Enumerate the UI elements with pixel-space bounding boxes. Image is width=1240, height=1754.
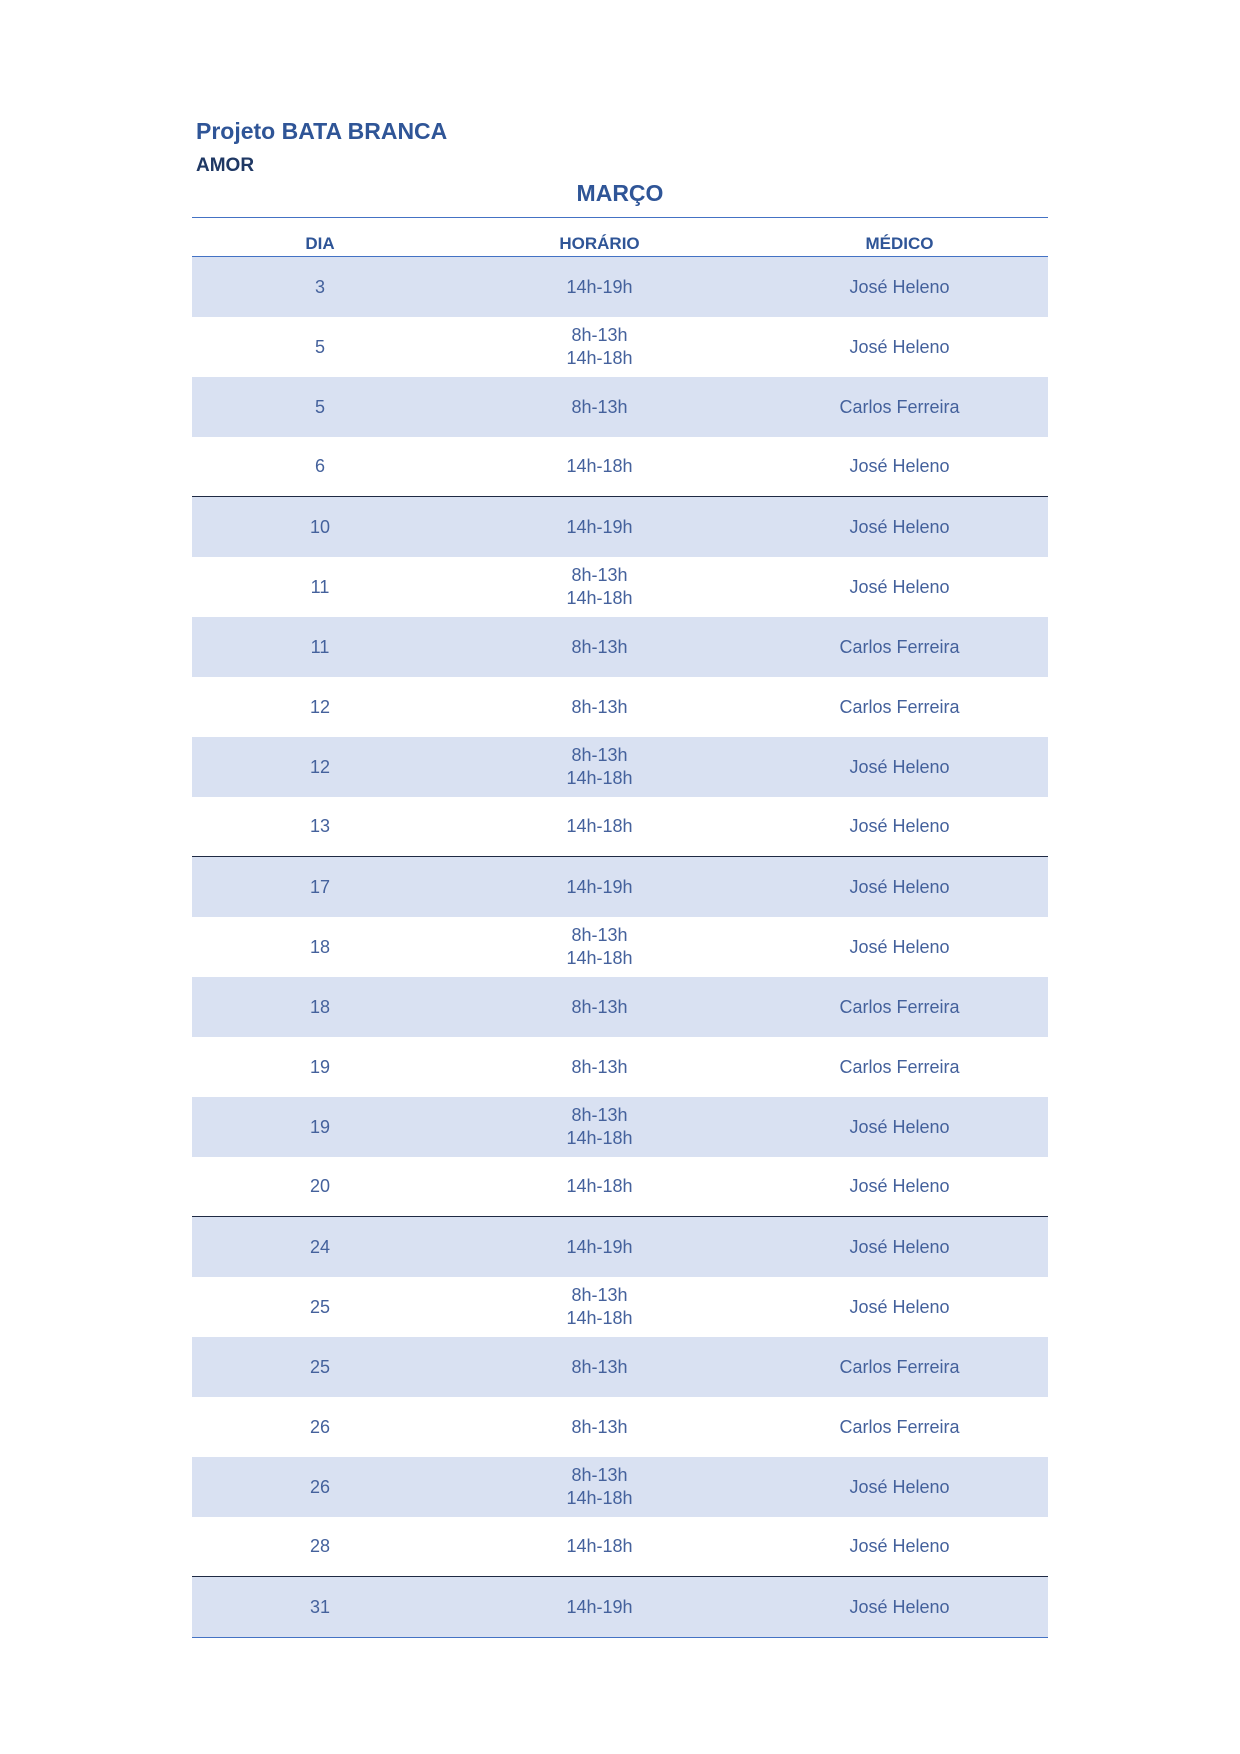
cell-horario [448,996,751,1019]
horario-line: 14h-19h [566,1236,633,1257]
cell-dia: 19 [309,1056,331,1077]
table-row [192,977,1048,1037]
table-body [192,257,1048,1637]
cell-medico: José Heleno [849,1236,950,1257]
document-title: Projeto BATA BRANCA [196,118,448,144]
cell-medico: José Heleno [849,1116,950,1137]
cell-horario [448,1416,751,1439]
cell-dia: 25 [309,1356,331,1377]
schedule-table [192,217,1048,1638]
cell-medico: José Heleno [849,1176,950,1196]
horario-line: 14h-19h [566,1596,633,1617]
column-header-medico: MÉDICO [865,234,934,253]
cell-dia: 28 [309,1536,331,1556]
cell-horario [448,815,751,838]
horario-line: 8h-13h [571,1356,628,1377]
cell-horario [448,924,751,970]
cell-medico: José Heleno [849,756,950,777]
cell-medico: José Heleno [849,516,950,537]
cell-medico: Carlos Ferreira [839,1416,960,1437]
cell-medico: Carlos Ferreira [839,1056,960,1077]
table-row [192,857,1048,917]
horario-line: 8h-13h [571,996,628,1017]
table-row [192,497,1048,557]
table-row [192,257,1048,317]
cell-horario [448,564,751,610]
cell-horario [448,1464,751,1510]
horario-line: 14h-19h [566,516,633,537]
table-header [192,218,1048,257]
table-row [192,1337,1048,1397]
horario-line: 8h-13h [571,1465,628,1485]
table-row [192,1097,1048,1157]
horario-line: 8h-13h [571,1105,628,1125]
cell-dia: 10 [309,516,331,537]
table-row [192,617,1048,677]
cell-medico: José Heleno [849,816,950,836]
cell-horario [448,1596,751,1619]
table-row [192,917,1048,977]
cell-dia: 31 [309,1596,331,1617]
cell-medico: Carlos Ferreira [839,1356,960,1377]
table-row [192,1157,1048,1217]
cell-horario [448,1356,751,1379]
cell-dia: 25 [309,1296,331,1317]
cell-medico: José Heleno [849,456,950,476]
cell-horario [448,516,751,539]
document-subtitle: AMOR [196,155,255,176]
horario-line: 14h-18h [566,768,633,788]
cell-dia: 11 [310,576,330,597]
cell-horario [448,1284,751,1330]
horario-line: 8h-13h [571,396,628,417]
cell-dia: 26 [309,1476,331,1497]
horario-line: 14h-19h [566,276,633,297]
table-row [192,1577,1048,1637]
cell-medico: Carlos Ferreira [839,696,960,717]
horario-line: 8h-13h [571,1416,628,1437]
table-row [192,437,1048,497]
horario-line: 8h-13h [571,745,628,765]
cell-medico: Carlos Ferreira [839,396,960,417]
cell-horario [448,1236,751,1259]
cell-dia: 12 [309,696,331,717]
cell-medico: Carlos Ferreira [839,996,960,1017]
cell-dia: 24 [309,1236,331,1257]
table-row [192,1457,1048,1517]
table-row [192,317,1048,377]
cell-dia: 6 [314,456,325,476]
cell-horario [448,1535,751,1558]
table-row [192,1217,1048,1277]
table-row [192,1397,1048,1457]
horario-line: 8h-13h [571,925,628,945]
horario-line: 14h-18h [566,1488,633,1508]
cell-horario [448,1104,751,1150]
cell-dia: 26 [309,1416,331,1437]
table-row [192,677,1048,737]
cell-dia: 17 [309,876,331,897]
horario-line: 14h-18h [566,348,633,368]
cell-horario [448,396,751,419]
cell-medico: José Heleno [849,1296,950,1317]
cell-medico: José Heleno [849,336,950,357]
cell-horario [448,455,751,478]
horario-line: 8h-13h [571,696,628,717]
cell-horario [448,276,751,299]
table-row [192,377,1048,437]
horario-line: 14h-18h [566,1308,633,1328]
cell-horario [448,1175,751,1198]
cell-medico: José Heleno [849,876,950,897]
table-row [192,1037,1048,1097]
horario-line: 8h-13h [571,565,628,585]
cell-dia: 18 [309,996,331,1017]
cell-medico: José Heleno [849,936,950,957]
cell-medico: José Heleno [849,576,950,597]
cell-horario [448,1056,751,1079]
cell-horario [448,744,751,790]
month-title: MARÇO [576,180,664,206]
horario-line: 14h-18h [566,456,633,476]
horario-line: 8h-13h [571,1056,628,1077]
table-row [192,797,1048,857]
cell-dia: 5 [314,336,325,357]
column-header-horario: HORÁRIO [559,234,640,253]
cell-dia: 12 [309,756,331,777]
cell-medico: Carlos Ferreira [839,636,960,657]
table-row [192,1277,1048,1337]
cell-horario [448,636,751,659]
horario-line: 14h-18h [566,1128,633,1148]
horario-line: 8h-13h [571,325,628,345]
horario-line: 14h-18h [566,588,633,608]
cell-medico: José Heleno [849,1596,950,1617]
horario-line: 14h-19h [566,876,633,897]
cell-dia: 11 [310,636,330,657]
column-header-dia: DIA [305,234,335,253]
table-row [192,1517,1048,1577]
cell-dia: 5 [314,396,325,417]
cell-medico: José Heleno [849,276,950,297]
horario-line: 14h-18h [566,816,633,836]
table-row [192,557,1048,617]
cell-horario [448,876,751,899]
cell-dia: 3 [314,276,325,297]
horario-line: 8h-13h [571,1285,628,1305]
horario-line: 14h-18h [566,1536,633,1556]
cell-horario [448,696,751,719]
cell-horario [448,324,751,370]
horario-line: 14h-18h [566,948,633,968]
cell-medico: José Heleno [849,1536,950,1556]
horario-line: 14h-18h [566,1176,633,1196]
cell-medico: José Heleno [849,1476,950,1497]
cell-dia: 20 [309,1176,331,1196]
cell-dia: 13 [309,816,331,836]
cell-dia: 18 [309,936,331,957]
table-row [192,737,1048,797]
cell-dia: 19 [309,1116,331,1137]
horario-line: 8h-13h [571,636,628,657]
